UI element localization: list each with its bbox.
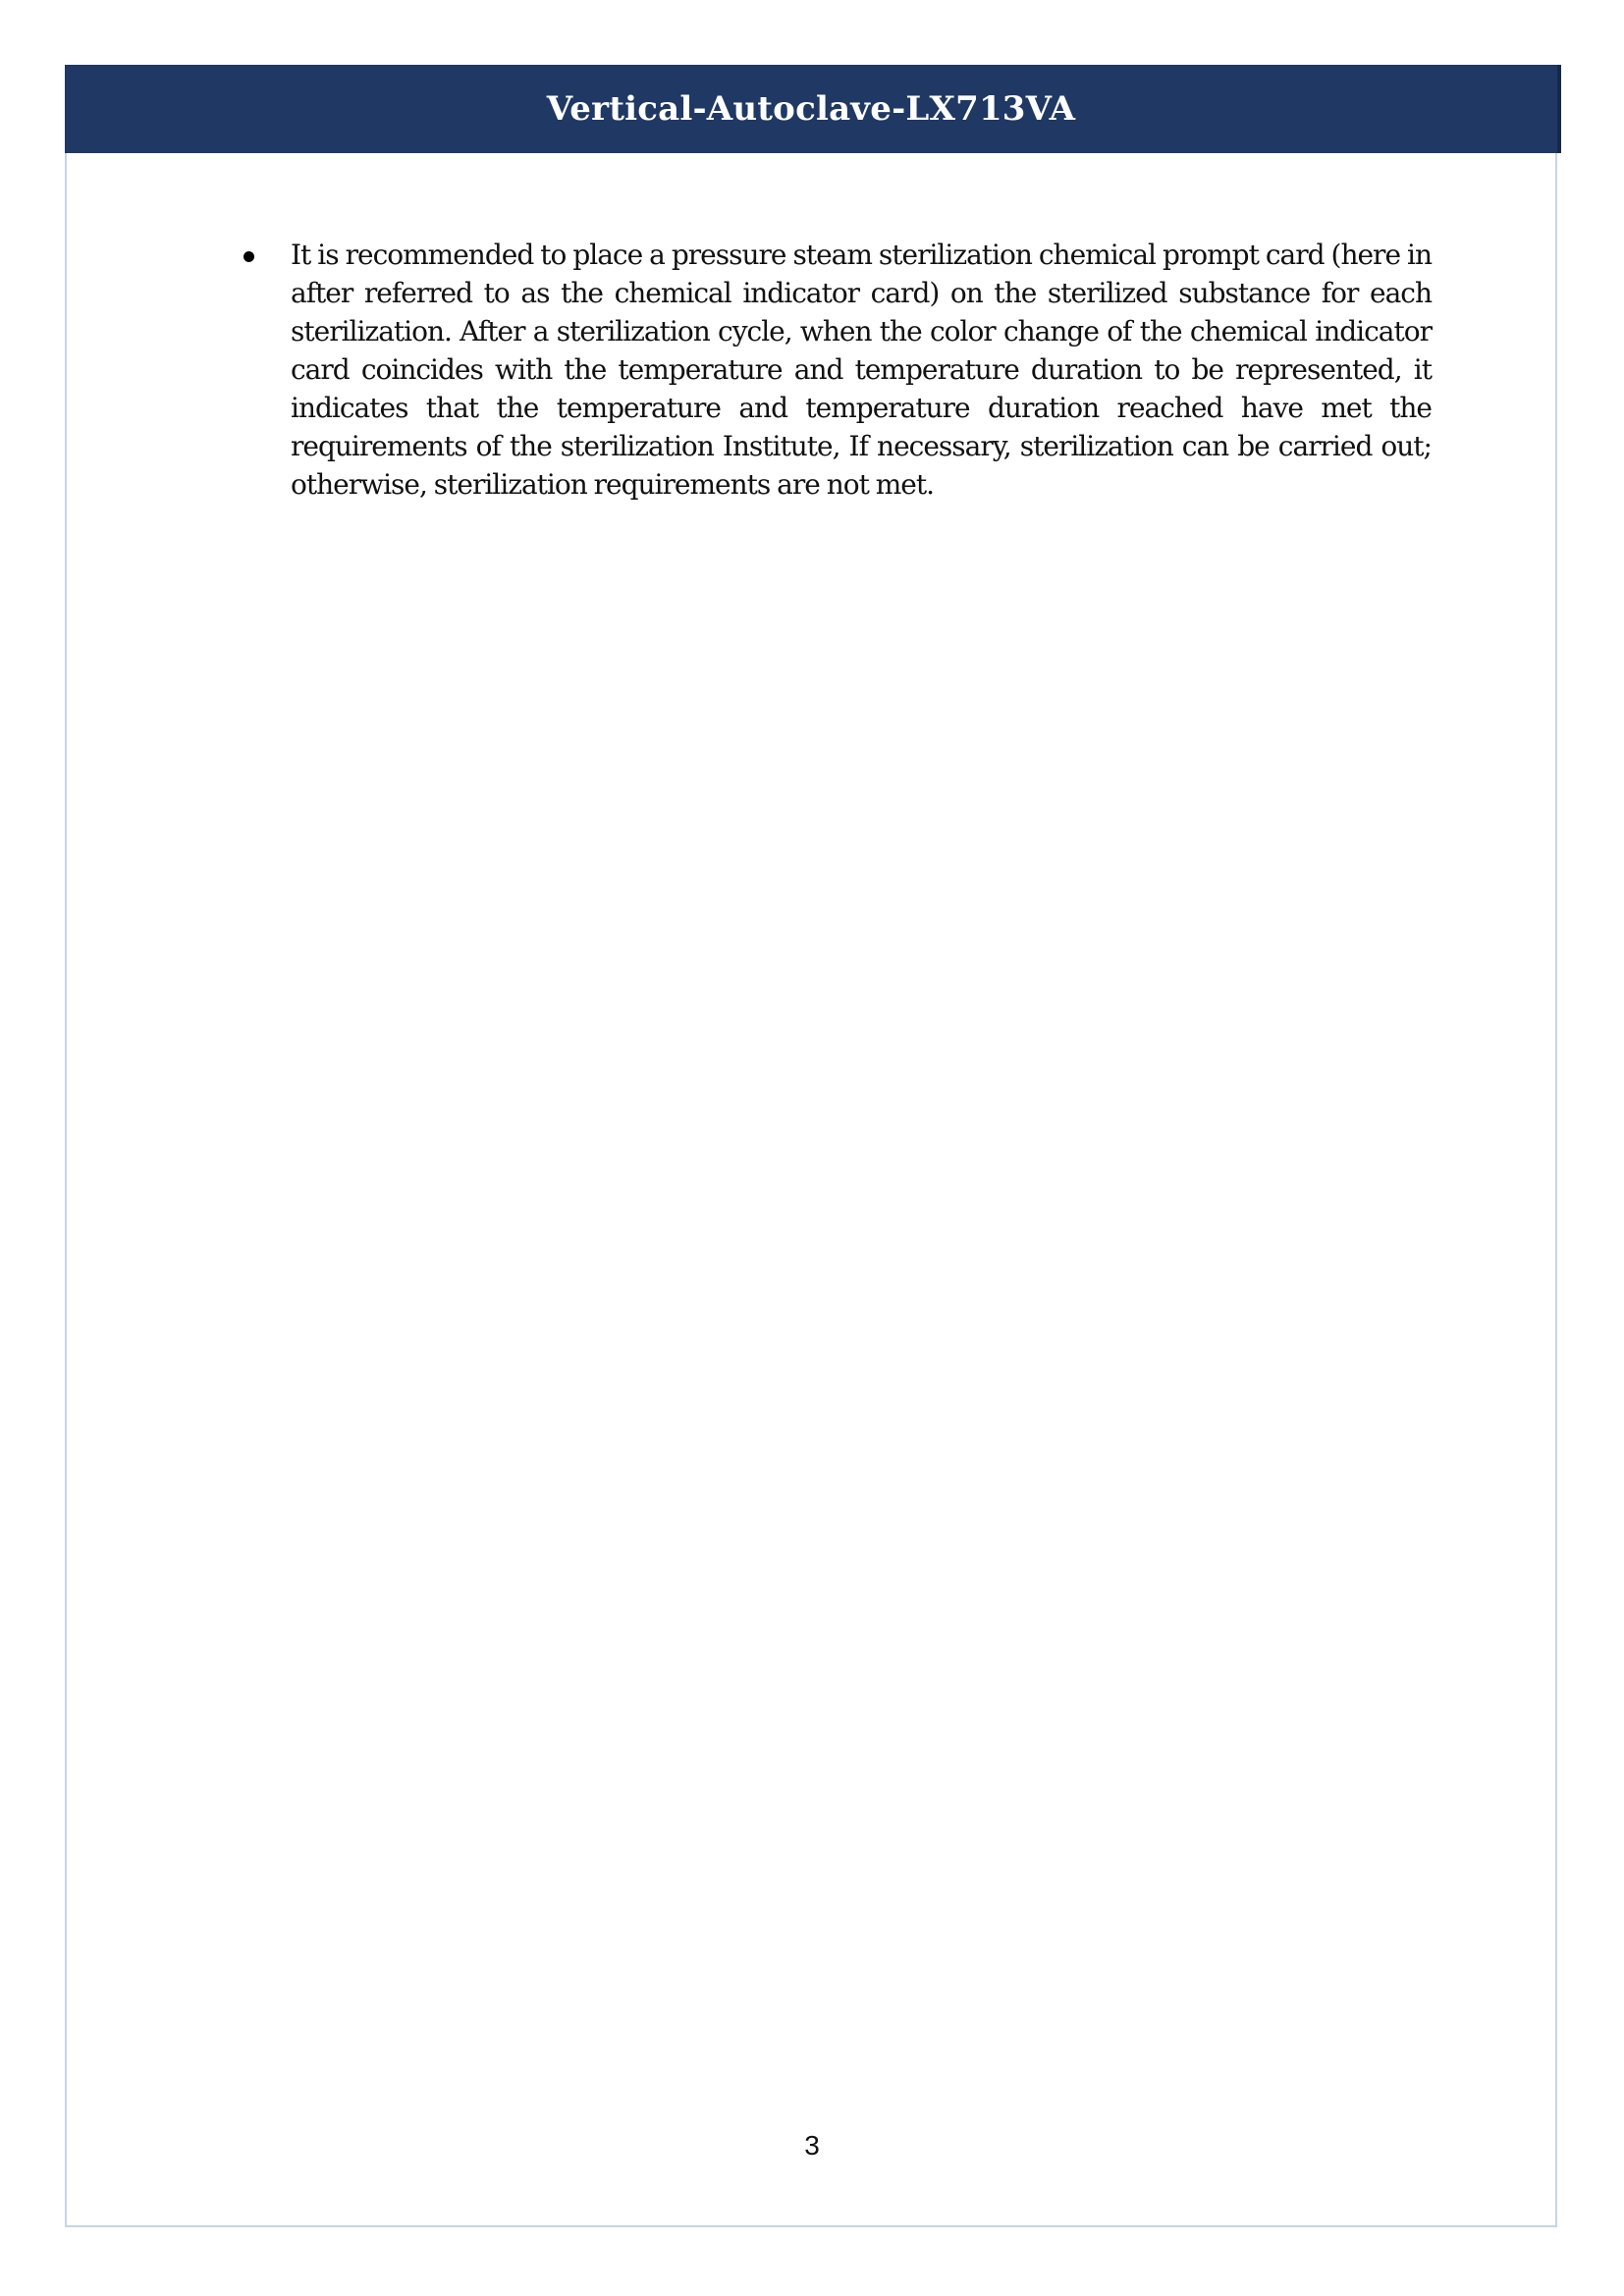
document-header xyxy=(65,65,1561,153)
bullet-list-item xyxy=(236,236,1432,504)
bullet-text: It is recommended to place a pressure steam sterilization chemical prompt card (here in after referred to as the chemical indicator card) on the sterilized substance for each sterilization. After a sterilization cycle, when the color change of the chemical indicator card coincides with the temperature and temperature duration to be represented, it indicates that the temperature and temperature duration reached have met the requirements of the sterilization Institute, If necessary, sterilization can be carried out; otherwise, sterilization requirements are not met. xyxy=(291,239,1432,501)
bullet-icon xyxy=(244,251,254,262)
document-title: Vertical-Autoclave-LX713VA xyxy=(546,89,1076,129)
page-number: 3 xyxy=(804,2130,820,2161)
document-body xyxy=(236,236,1432,504)
